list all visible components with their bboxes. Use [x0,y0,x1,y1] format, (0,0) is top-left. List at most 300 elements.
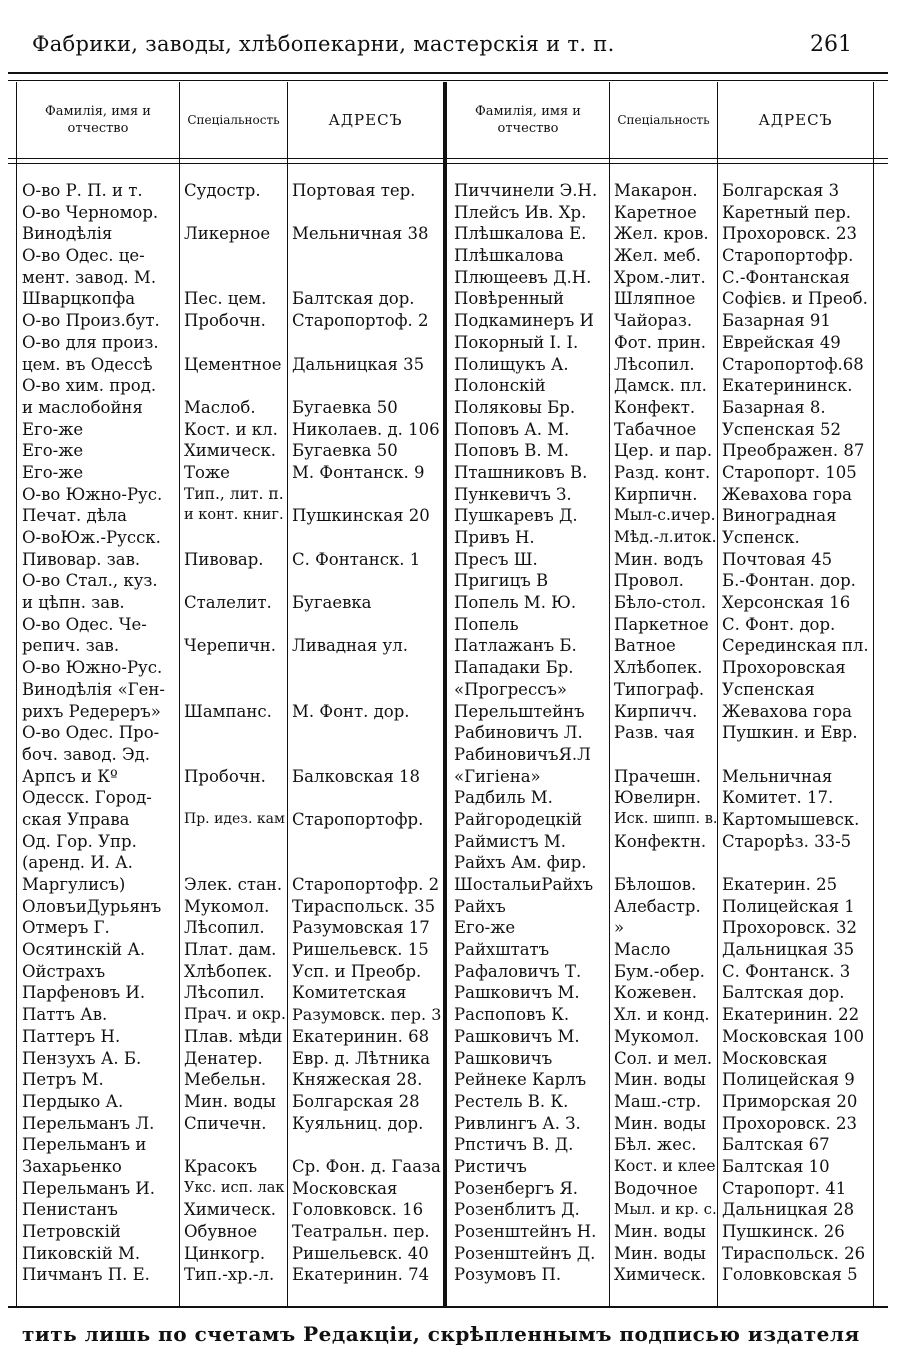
header-rule-2 [8,163,888,164]
address-cell: Старопортофр. [722,246,854,266]
address-cell: Московская [722,1048,828,1068]
name-cell: Рестель В. К. [454,1091,569,1111]
name-cell: Его-же [22,462,84,482]
address-cell: Головковская 5 [722,1265,858,1285]
table-row [0,896,900,918]
name-cell: Пердыко А. [22,1091,124,1111]
address-cell: Херсонская 16 [722,593,851,613]
name-cell: Пиковскій М. [22,1243,141,1263]
name-cell: Привъ Н. [454,528,535,547]
table-row [0,267,900,289]
specialty-cell: Плав. мѣди [184,1026,283,1046]
name-cell: Рашковичъ [454,1048,553,1068]
specialty-cell: Фот. прин. [614,332,707,352]
name-cell: Отмеръ Г. [22,918,110,938]
address-cell [292,375,442,397]
address-cell: Болгарская 28 [292,1091,420,1111]
running-title: Фабрики, заводы, хлѣбопекарни, мастерскія и т. п. [32,32,615,56]
address-cell: Старопорт. 105 [722,462,857,482]
specialty-cell: Химическ. [184,441,277,461]
specialty-cell [184,614,286,636]
table-row [0,961,900,983]
specialty-cell [184,657,286,679]
address-cell: Софієв. и Преоб. [722,289,868,309]
top-rule-thin [8,80,888,81]
specialty-cell: Хлѣбопек. [614,658,703,678]
name-cell: Перельманъ И. [22,1178,155,1198]
name-cell: Маргулисъ) [22,875,126,894]
address-cell: Бугаевка 50 [292,441,398,461]
address-cell: Дальницкая 28 [722,1200,855,1220]
name-cell: Перельманъ и [22,1135,147,1155]
name-cell: О-во Стал., куз. [22,571,158,591]
name-cell: Его-же [22,419,84,439]
address-cell: Базарная 8. [722,397,826,417]
name-cell: Паттеръ Н. [22,1026,121,1046]
specialty-cell: Кирпичч. [614,701,698,721]
specialty-cell: Кожевен. [614,983,697,1003]
specialty-cell: Паркетное [614,614,709,634]
name-cell: Полищукъ А. [454,354,569,374]
table-row [0,1221,900,1243]
name-cell: Паттъ Ав. [22,1005,108,1025]
table-row [0,874,900,896]
specialty-cell: Кост. и клее [614,1156,716,1175]
specialty-cell: Химическ. [184,1200,277,1220]
name-cell: Поповъ А. М. [454,419,570,439]
top-rule [8,72,888,74]
specialty-cell: Мин. воды [614,1243,706,1263]
name-cell: Петровскій [22,1222,121,1241]
specialty-cell: Хлѣбопек. [184,961,273,981]
name-cell: Рпстичъ В. Д. [454,1135,574,1155]
specialty-cell: Ювелирн. [614,788,702,808]
name-cell: Перельштейнъ [454,701,585,721]
name-cell: Арпсъ и Кº [22,766,118,786]
table-row [0,679,900,701]
specialty-cell: Укс. исп. лак [184,1179,285,1196]
table-row [0,549,900,571]
address-cell: Разумовская 17 [292,918,430,938]
specialty-cell: и конт. книг. [184,507,284,524]
table-row [0,635,900,657]
name-cell: О-во Одес. Про- [22,723,160,743]
specialty-cell [184,1134,286,1156]
table-row [0,354,900,376]
address-cell: Усп. и Преобр. [292,961,422,981]
specialty-cell: Конфектн. [614,831,707,851]
name-cell: О-во для произ. [22,332,159,352]
specialty-cell: Пробочн. [184,311,266,331]
address-cell: Московская 100 [722,1026,865,1046]
table-row [0,223,900,245]
name-cell: Одесск. Город- [22,788,152,808]
specialty-cell: Денатер. [184,1048,263,1068]
address-cell: Мельничная [722,766,833,786]
specialty-cell: Прачешн. [614,766,702,786]
specialty-cell [184,267,286,289]
table-row [0,1199,900,1221]
name-cell: Ривлингъ А. З. [454,1113,581,1133]
name-cell: Раймистъ М. [454,831,567,851]
name-cell: ская Управа [22,809,130,829]
address-cell: Картомышевск. [722,809,860,829]
specialty-cell: Разд. конт. [614,462,711,482]
address-cell: Преображен. 87 [722,441,865,461]
name-cell: Пункевичъ З. [454,484,572,504]
specialty-cell: Кирпичн. [614,484,698,504]
address-cell: Дальницкая 35 [722,940,855,960]
specialty-cell: Водочное [614,1178,698,1198]
name-cell: Рашковичъ М. [454,1026,580,1046]
name-cell: О-во Одес. Че- [22,614,147,634]
name-cell: Розенблитъ Д. [454,1200,580,1220]
specialty-cell: Хл. и конд. [614,1005,710,1025]
name-cell: Пригицъ В [454,571,549,591]
specialty-cell: Мыл-с.ичер. [614,506,716,525]
name-cell: Пушкаревъ Д. [454,506,578,526]
specialty-cell: Маслоб. [184,397,256,417]
address-cell: Старопортофр. 2 [292,875,440,894]
address-cell: Полицейская 1 [722,896,855,916]
address-cell: Каретный пер. [722,202,852,222]
specialty-cell: Пр. идез. кам [184,810,285,827]
address-cell [292,744,442,766]
address-cell: Старопортофр. [292,809,424,829]
address-cell [292,245,442,267]
name-cell: боч. завод. Эд. [22,744,151,764]
address-cell: Серединская пл. [722,636,869,656]
name-cell: Пивовар. зав. [22,549,141,569]
address-cell [292,657,442,679]
address-cell: Пушкинская 20 [292,506,430,526]
address-cell: Старопортоф. 2 [292,311,429,331]
address-cell: Бугаевка [292,593,372,613]
address-cell: Тираспольск. 26 [722,1243,866,1263]
name-cell: Рафаловичъ Т. [454,961,582,981]
table-row [0,505,900,527]
table-row [0,484,900,506]
specialty-cell [184,202,286,224]
name-cell: Его-же [454,918,516,938]
address-cell: Балтская дор. [292,289,415,309]
page-header [0,0,900,72]
table-row [0,1156,900,1178]
table-row [0,1026,900,1048]
address-cell: Московская [292,1178,398,1198]
name-cell: Распоповъ К. [454,1005,570,1025]
address-cell [292,527,442,549]
name-cell: Покорный І. І. [454,332,579,352]
name-cell: Од. Гор. Упр. [22,831,137,851]
name-cell: Рашковичъ М. [454,983,580,1003]
address-cell: Прохоровск. 32 [722,918,857,938]
header-specialty: Спеціальность [187,112,280,127]
table-row [0,462,900,484]
address-cell: Екатеринин. 68 [292,1026,430,1046]
specialty-cell: Тип.-хр.-л. [184,1265,275,1285]
address-cell [722,852,878,874]
specialty-cell [184,787,286,809]
specialty-cell: Спичечн. [184,1113,267,1133]
table-row [0,1069,900,1091]
address-cell [292,267,442,289]
table-row [0,419,900,441]
name-cell: Райхъ Ам. фир. [454,853,587,873]
specialty-cell: Мыл. и кр. с. [614,1200,717,1219]
name-cell: ОловъиДурьянъ [22,896,162,916]
address-cell: Разумовск. пер. 3 [292,1005,442,1025]
address-cell [292,202,442,224]
name-cell: Попель М. Ю. [454,593,577,613]
specialty-cell: Цинкогр. [184,1243,266,1263]
address-cell: Старопорт. 41 [722,1178,847,1198]
name-cell: О-во хим. прод. [22,376,157,396]
specialty-cell: Макарон. [614,181,698,200]
table-row [0,657,900,679]
specialty-cell: Ватное [614,636,676,656]
name-cell: «Гигіена» [454,766,541,786]
specialty-cell: Дамск. пл. [614,376,707,396]
specialty-cell: Мебельн. [184,1070,267,1090]
name-cell: Райхштатъ [454,940,550,960]
name-cell: мент. завод. М. [22,267,157,287]
name-cell: Плейсъ Ив. Хр. [454,202,587,222]
address-cell: С. Фонт. дор. [722,614,836,634]
specialty-cell: Иск. шипп. в. [614,810,718,827]
table-row [0,787,900,809]
name-cell: Ристичъ [454,1156,527,1176]
address-cell [292,679,442,701]
name-cell: Печат. дѣла [22,506,127,526]
address-cell: Старорѣз. 33-5 [722,831,852,851]
name-cell: Райгородецкій [454,809,583,829]
name-cell: Подкаминеръ И [454,311,594,331]
table-row [0,744,900,766]
name-cell: РабиновичъЯ.Л [454,744,591,764]
address-cell [292,570,442,592]
specialty-cell: Бѣл. жес. [614,1135,697,1155]
table-row [0,1113,900,1135]
table-body [0,180,900,1286]
address-cell: Николаев. д. 106 [292,419,440,439]
name-cell: Пичманъ П. Е. [22,1265,150,1285]
address-cell: Пушкин. и Евр. [722,723,858,743]
specialty-cell: Шампанс. [184,701,272,721]
address-cell: Екатерин. 25 [722,875,838,894]
address-cell: Портовая тер. [292,181,416,200]
specialty-cell: Мин. воды [184,1091,276,1111]
specialty-cell: Провол. [614,571,684,591]
address-cell [292,484,442,506]
header-rule [8,158,888,159]
name-cell: «Прогрессъ» [454,679,568,699]
name-cell: Райхъ [454,896,506,916]
table-row [0,939,900,961]
name-cell: О-во Черномор. [22,202,159,222]
specialty-cell [184,245,286,267]
table-row [0,766,900,788]
name-cell: Розенштейнъ Н. [454,1222,597,1241]
specialty-cell: Бѣлошов. [614,875,697,894]
address-cell: С. Фонтанск. 3 [722,961,851,981]
name-cell: Патлажанъ Б. [454,636,577,656]
table-row [0,1091,900,1113]
address-cell: М. Фонт. дор. [292,701,410,721]
table-row [0,310,900,332]
name-cell: Ойстрахъ [22,961,106,981]
table-row [0,245,900,267]
name-cell: и цѣпн. зав. [22,593,125,613]
address-cell: Жевахова гора [722,484,853,504]
header-address: АДРЕСЪ [328,110,403,129]
table-row [0,614,900,636]
address-cell: Головковск. 16 [292,1200,424,1220]
name-cell: Поляковы Бр. [454,397,576,417]
name-cell: Поповъ В. М. [454,441,570,461]
name-cell: Винодѣлія [22,224,113,244]
table-row [0,831,900,853]
specialty-cell: Химическ. [614,1265,707,1285]
specialty-cell: » [614,918,625,938]
name-cell: Плѣшкалова Е. [454,224,587,244]
table-row [0,288,900,310]
name-cell: Розенштейнъ Д. [454,1243,596,1263]
specialty-cell: Красокъ [184,1156,258,1176]
header-name: Фамилія, имя и отчество [45,104,151,136]
name-cell: Розумовъ П. [454,1265,562,1285]
table-row [0,527,900,549]
table-row [0,982,900,1004]
address-cell: Почтовая 45 [722,549,833,569]
address-cell: Театральн. пер. [292,1222,430,1241]
page-number: 261 [810,32,852,57]
address-cell: Прохоровская [722,658,846,678]
address-cell: Тираспольск. 35 [292,896,436,916]
table-row [0,397,900,419]
specialty-cell: Алебастр. [614,896,701,916]
specialty-cell: Сталелит. [184,593,272,613]
header-specialty: Спеціальность [617,112,710,127]
table-row [0,917,900,939]
name-cell: О-во Южно-Рус. [22,484,163,504]
address-cell: Екатеринин. 74 [292,1265,430,1285]
name-cell: О-воЮж.-Русск. [22,528,161,547]
name-cell: О-во Одес. це- [22,246,145,266]
address-cell: Бугаевка 50 [292,397,398,417]
specialty-cell: Ликерное [184,224,271,244]
table-row [0,1243,900,1265]
specialty-cell: Лѣсопил. [184,983,265,1003]
specialty-cell: Шляпное [614,289,696,309]
address-cell [292,852,442,874]
specialty-cell: Жел. кров. [614,224,709,244]
name-cell: ШостальиРайхъ [454,875,594,894]
table-row [0,1134,900,1156]
specialty-cell: Маш.-стр. [614,1091,702,1111]
name-cell: О-во Южно-Рус. [22,658,163,678]
specialty-cell: Чайораз. [614,311,693,331]
name-cell: Пресъ Ш. [454,549,538,569]
specialty-cell: Лѣсопил. [184,918,265,938]
address-cell: Виноградная [722,506,837,526]
name-cell: Рейнеке Карлъ [454,1070,587,1090]
address-cell: Еврейская 49 [722,332,841,352]
specialty-cell: Лѣсопил. [614,354,695,374]
specialty-cell: Плат. дам. [184,940,277,960]
name-cell: Его-же [22,441,84,461]
table-row [0,570,900,592]
address-cell: Ришельевск. 40 [292,1243,429,1263]
specialty-cell [184,570,286,592]
name-cell: Парфеновъ И. [22,983,146,1003]
table-header [0,84,900,156]
address-cell: Старопортоф.68 [722,354,864,374]
specialty-cell: Прач. и окр. [184,1005,286,1024]
specialty-cell: Мукомол. [184,896,270,916]
address-cell: Княжеская 28. [292,1070,423,1090]
specialty-cell [184,375,286,397]
specialty-cell: Пес. цем. [184,289,267,309]
specialty-cell: Мѣд.-л.иток. [614,528,717,546]
name-cell: Осятинскій А. [22,940,146,960]
table-row [0,1004,900,1026]
specialty-cell: Бум.-обер. [614,961,705,981]
table-row [0,375,900,397]
name-cell: О-во Произ.бут. [22,311,160,331]
footer-text: тить лишь по счетамъ Редакціи, скрѣпленнымъ подписью издателя [22,1322,860,1346]
table-row [0,722,900,744]
specialty-cell [614,744,718,766]
specialty-cell: Тоже [184,462,230,482]
address-cell [722,744,878,766]
address-cell: Ср. Фон. д. Гааза [292,1156,441,1176]
specialty-cell: Кост. и кл. [184,419,278,439]
specialty-cell: Элек. стан. [184,875,283,894]
specialty-cell: Каретное [614,202,697,222]
address-cell: Болгарская 3 [722,181,840,200]
name-cell: Повѣренный [454,289,565,309]
table-row [0,701,900,723]
address-cell [292,787,442,809]
name-cell: Винодѣлія «Ген- [22,679,165,699]
address-cell: Пушкинск. 26 [722,1222,845,1241]
specialty-cell: Черепичн. [184,636,276,656]
address-cell: Балковская 18 [292,766,421,786]
specialty-cell: Судостр. [184,181,261,200]
name-cell: Радбиль М. [454,788,553,808]
name-cell: Шварцкопфа [22,289,136,309]
name-cell: Перельманъ Л. [22,1113,155,1133]
table-row [0,202,900,224]
table-row [0,852,900,874]
address-cell: Успенская 52 [722,419,841,439]
address-cell [292,614,442,636]
table-row [0,332,900,354]
address-cell: Жевахова гора [722,701,853,721]
address-cell [292,831,442,853]
name-cell: Попель [454,614,519,634]
address-cell: Комитетская [292,983,407,1003]
specialty-cell [184,679,286,701]
specialty-cell [184,852,286,874]
table-row [0,809,900,831]
name-cell: Пападаки Бр. [454,658,574,678]
specialty-cell: Конфект. [614,397,696,417]
specialty-cell: Жел. меб. [614,246,702,266]
address-cell: Балтская 67 [722,1135,830,1155]
name-cell: Захарьенко [22,1156,122,1176]
